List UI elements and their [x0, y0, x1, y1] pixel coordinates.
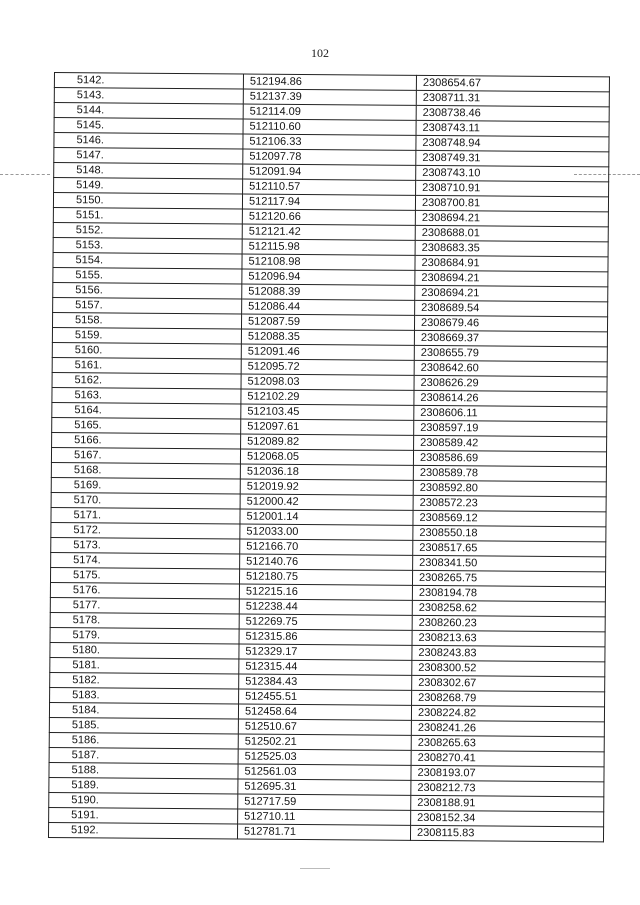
northing-cell: 2308213.63: [412, 630, 605, 647]
coordinates-table-body: [48, 73, 609, 842]
point-number-cell: 5155.: [53, 267, 242, 283]
point-number-cell: 5190.: [49, 792, 238, 808]
easting-cell: 512087.59: [241, 314, 414, 330]
northing-cell: 2308743.10: [416, 165, 609, 182]
northing-cell: 2308606.11: [414, 405, 607, 422]
northing-cell: 2308626.29: [414, 375, 607, 392]
page-number: 102: [311, 46, 329, 60]
northing-cell: 2308748.94: [416, 135, 609, 152]
point-number-cell: 5149.: [54, 178, 243, 194]
point-number-cell: 5167.: [51, 447, 240, 463]
point-number-cell: 5184.: [49, 702, 238, 718]
point-number-cell: 5159.: [52, 327, 241, 343]
easting-cell: 512033.00: [240, 524, 413, 540]
point-number-cell: 5181.: [50, 657, 239, 673]
point-number-cell: 5177.: [50, 597, 239, 613]
easting-cell: 512710.11: [238, 809, 411, 825]
easting-cell: 512137.39: [243, 89, 416, 105]
coordinates-table: [48, 72, 610, 842]
easting-cell: 512102.29: [241, 389, 414, 405]
northing-cell: 2308550.18: [413, 525, 606, 542]
northing-cell: 2308614.26: [414, 390, 607, 407]
point-number-cell: 5176.: [50, 582, 239, 598]
easting-cell: 512001.14: [240, 509, 413, 525]
easting-cell: 512098.03: [241, 374, 414, 390]
easting-cell: 512269.75: [239, 614, 412, 630]
northing-cell: 2308194.78: [412, 585, 605, 602]
easting-cell: 512117.94: [242, 194, 415, 210]
point-number-cell: 5173.: [51, 537, 240, 553]
scan-artifact-line-left: [0, 174, 50, 175]
point-number-cell: 5157.: [53, 297, 242, 313]
point-number-cell: 5188.: [49, 762, 238, 778]
point-number-cell: 5142.: [54, 73, 243, 89]
point-number-cell: 5175.: [50, 567, 239, 583]
point-number-cell: 5147.: [54, 148, 243, 164]
point-number-cell: 5187.: [49, 747, 238, 763]
easting-cell: 512110.57: [243, 179, 416, 195]
point-number-cell: 5152.: [53, 222, 242, 238]
northing-cell: 2308694.21: [415, 270, 608, 287]
northing-cell: 2308589.78: [413, 465, 606, 482]
easting-cell: 512717.59: [238, 794, 411, 810]
northing-cell: 2308241.26: [411, 720, 604, 737]
northing-cell: 2308569.12: [413, 510, 606, 527]
easting-cell: 512180.75: [239, 569, 412, 585]
scan-artifact-bottom-mark: [300, 868, 330, 869]
northing-cell: 2308341.50: [413, 555, 606, 572]
northing-cell: 2308592.80: [413, 480, 606, 497]
point-number-cell: 5151.: [53, 207, 242, 223]
point-number-cell: 5182.: [50, 672, 239, 688]
easting-cell: 512088.39: [242, 284, 415, 300]
easting-cell: 512036.18: [240, 464, 413, 480]
point-number-cell: 5165.: [52, 417, 241, 433]
easting-cell: 512091.94: [243, 164, 416, 180]
point-number-cell: 5164.: [52, 402, 241, 418]
easting-cell: 512121.42: [242, 224, 415, 240]
point-number-cell: 5161.: [52, 357, 241, 373]
point-number-cell: 5168.: [51, 462, 240, 478]
easting-cell: 512108.98: [242, 254, 415, 270]
point-number-cell: 5158.: [52, 312, 241, 328]
point-number-cell: 5144.: [54, 103, 243, 119]
northing-cell: 2308710.91: [416, 180, 609, 197]
northing-cell: 2308683.35: [415, 240, 608, 257]
easting-cell: 512315.86: [239, 629, 412, 645]
northing-cell: 2308265.63: [411, 735, 604, 752]
easting-cell: 512695.31: [238, 779, 411, 795]
point-number-cell: 5163.: [52, 387, 241, 403]
point-number-cell: 5162.: [52, 372, 241, 388]
northing-cell: 2308243.83: [412, 645, 605, 662]
easting-cell: 512525.03: [238, 749, 411, 765]
easting-cell: 512120.66: [242, 209, 415, 225]
northing-cell: 2308224.82: [411, 705, 604, 722]
northing-cell: 2308694.21: [415, 285, 608, 302]
point-number-cell: 5171.: [51, 507, 240, 523]
northing-cell: 2308642.60: [414, 360, 607, 377]
easting-cell: 512096.94: [242, 269, 415, 285]
point-number-cell: 5160.: [52, 342, 241, 358]
northing-cell: 2308655.79: [414, 345, 607, 362]
northing-cell: 2308749.31: [416, 150, 609, 167]
point-number-cell: 5143.: [54, 88, 243, 104]
easting-cell: 512106.33: [243, 134, 416, 150]
northing-cell: 2308589.42: [414, 435, 607, 452]
easting-cell: 512068.05: [240, 449, 413, 465]
easting-cell: 512561.03: [238, 764, 411, 780]
northing-cell: 2308738.46: [416, 105, 609, 122]
northing-cell: 2308711.31: [416, 90, 609, 107]
northing-cell: 2308517.65: [413, 540, 606, 557]
easting-cell: 512781.71: [237, 824, 410, 840]
easting-cell: 512166.70: [240, 539, 413, 555]
easting-cell: 512091.46: [241, 344, 414, 360]
northing-cell: 2308265.75: [412, 570, 605, 587]
point-number-cell: 5169.: [51, 477, 240, 493]
northing-cell: 2308679.46: [414, 315, 607, 332]
northing-cell: 2308700.81: [415, 195, 608, 212]
easting-cell: 512088.35: [241, 329, 414, 345]
point-number-cell: 5150.: [53, 193, 242, 209]
northing-cell: 2308689.54: [415, 300, 608, 317]
point-number-cell: 5174.: [51, 552, 240, 568]
point-number-cell: 5180.: [50, 642, 239, 658]
point-number-cell: 5183.: [50, 687, 239, 703]
point-number-cell: 5179.: [50, 627, 239, 643]
easting-cell: 512095.72: [241, 359, 414, 375]
northing-cell: 2308597.19: [414, 420, 607, 437]
northing-cell: 2308302.67: [412, 675, 605, 692]
northing-cell: 2308268.79: [412, 690, 605, 707]
northing-cell: 2308743.11: [416, 120, 609, 137]
easting-cell: 512315.44: [239, 659, 412, 675]
easting-cell: 512215.16: [239, 584, 412, 600]
northing-cell: 2308300.52: [412, 660, 605, 677]
point-number-cell: 5192.: [48, 822, 237, 838]
easting-cell: 512115.98: [242, 239, 415, 255]
easting-cell: 512097.61: [241, 419, 414, 435]
easting-cell: 512238.44: [239, 599, 412, 615]
northing-cell: 2308258.62: [412, 600, 605, 617]
northing-cell: 2308115.83: [410, 825, 603, 842]
easting-cell: 512502.21: [238, 734, 411, 750]
northing-cell: 2308212.73: [411, 780, 604, 797]
northing-cell: 2308654.67: [416, 75, 609, 92]
northing-cell: 2308152.34: [411, 810, 604, 827]
point-number-cell: 5166.: [52, 432, 241, 448]
easting-cell: 512384.43: [239, 674, 412, 690]
point-number-cell: 5189.: [49, 777, 238, 793]
easting-cell: 512089.82: [241, 434, 414, 450]
easting-cell: 512110.60: [243, 119, 416, 135]
easting-cell: 512455.51: [239, 689, 412, 705]
northing-cell: 2308694.21: [415, 210, 608, 227]
point-number-cell: 5185.: [49, 717, 238, 733]
northing-cell: 2308684.91: [415, 255, 608, 272]
point-number-cell: 5156.: [53, 282, 242, 298]
easting-cell: 512086.44: [242, 299, 415, 315]
easting-cell: 512114.09: [243, 104, 416, 120]
easting-cell: 512510.67: [238, 719, 411, 735]
point-number-cell: 5191.: [49, 807, 238, 823]
northing-cell: 2308669.37: [414, 330, 607, 347]
easting-cell: 512458.64: [238, 704, 411, 720]
easting-cell: 512097.78: [243, 149, 416, 165]
coordinates-table-wrapper: [48, 72, 572, 842]
point-number-cell: 5145.: [54, 118, 243, 134]
northing-cell: 2308193.07: [411, 765, 604, 782]
point-number-cell: 5154.: [53, 252, 242, 268]
point-number-cell: 5178.: [50, 612, 239, 628]
point-number-cell: 5148.: [54, 163, 243, 179]
point-number-cell: 5170.: [51, 492, 240, 508]
point-number-cell: 5186.: [49, 732, 238, 748]
northing-cell: 2308572.23: [413, 495, 606, 512]
northing-cell: 2308270.41: [411, 750, 604, 767]
northing-cell: 2308188.91: [411, 795, 604, 812]
northing-cell: 2308688.01: [415, 225, 608, 242]
northing-cell: 2308586.69: [413, 450, 606, 467]
easting-cell: 512103.45: [241, 404, 414, 420]
easting-cell: 512329.17: [239, 644, 412, 660]
easting-cell: 512019.92: [240, 479, 413, 495]
point-number-cell: 5153.: [53, 237, 242, 253]
point-number-cell: 5172.: [51, 522, 240, 538]
easting-cell: 512194.86: [243, 74, 416, 90]
easting-cell: 512000.42: [240, 494, 413, 510]
point-number-cell: 5146.: [54, 133, 243, 149]
northing-cell: 2308260.23: [412, 615, 605, 632]
table-row: [48, 822, 603, 841]
easting-cell: 512140.76: [240, 554, 413, 570]
